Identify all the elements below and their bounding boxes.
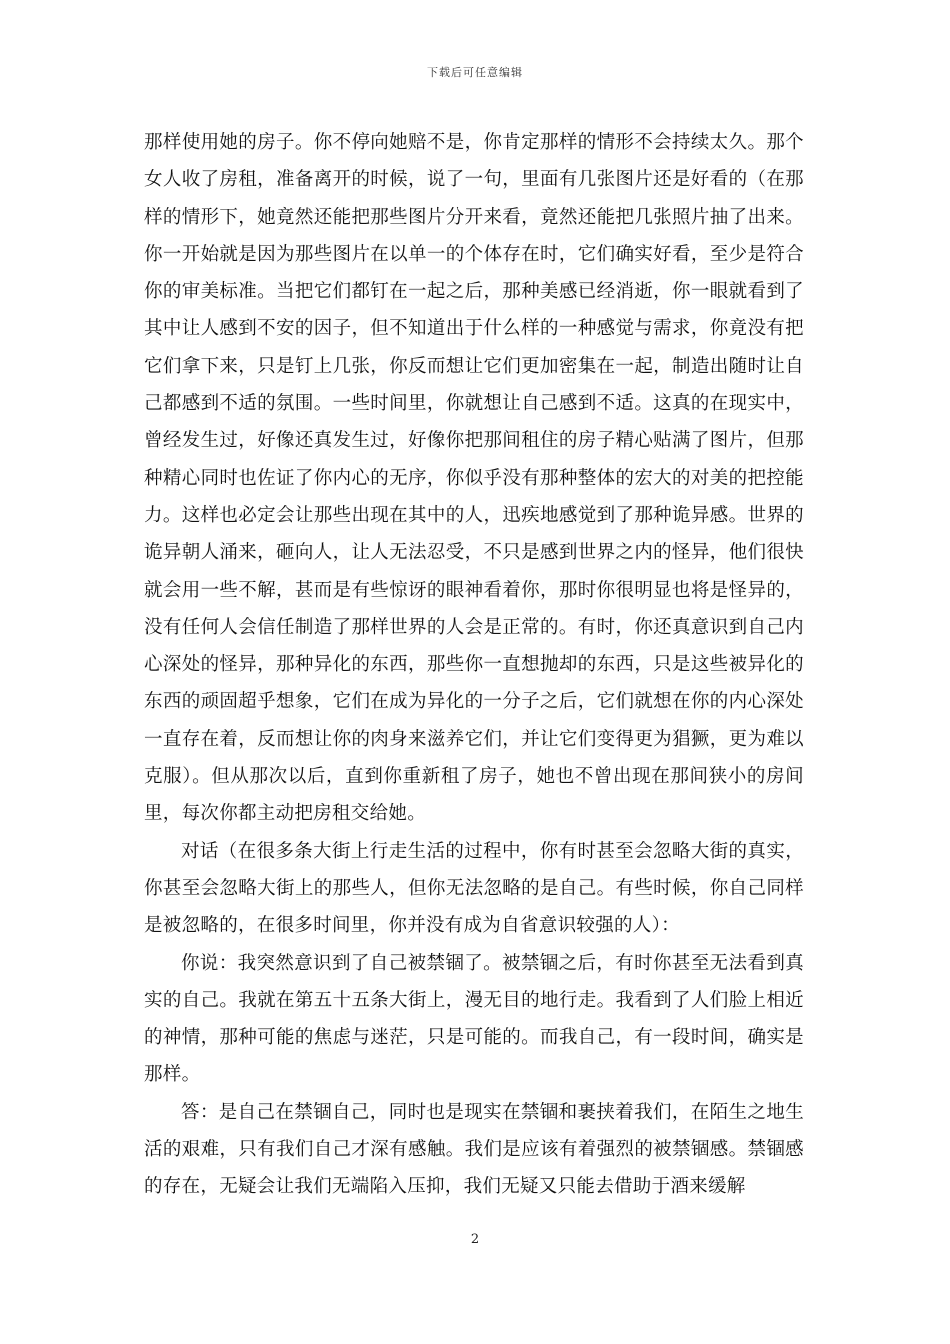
page-number: 2 xyxy=(470,1232,480,1247)
body-text xyxy=(144,124,804,1206)
paragraph-4: 答：是自己在禁锢自己，同时也是现实在禁锢和裹挟着我们，在陌生之地生活的艰难，只有我们自己才深有感触。我们是应该有着强烈的被禁锢感。禁锢感的存在，无疑会让我们无端陷入压抑，我们无疑又只能去借助于酒来缓解 xyxy=(144,1101,804,1198)
paragraph-3: 你说：我突然意识到了自己被禁锢了。被禁锢之后，有时你甚至无法看到真实的自己。我就在第五十五条大街上，漫无目的地行走。我看到了人们脸上相近的神情，那种可能的焦虑与迷茫，只是可能的。而我自己，有一段时间，确实是那样。 xyxy=(144,952,804,1086)
page-header: 下载后可任意编辑 xyxy=(427,66,523,79)
paragraph-2: 对话（在很多条大街上行走生活的过程中，你有时甚至会忽略大街的真实，你甚至会忽略大街上的那些人，但你无法忽略的是自己。有些时候，你自己同样是被忽略的，在很多时间里，你并没有成为自省意识较强的人）： xyxy=(144,840,804,937)
paragraph-1: 那样使用她的房子。你不停向她赔不是，你肯定那样的情形不会持续太久。那个女人收了房租，准备离开的时候，说了一句，里面有几张图片还是好看的（在那样的情形下，她竟然还能把那些图片分开来看，竟然还能把几张照片抽了出来。你一开始就是因为那些图片在以单一的个体存在时，它们确实好看，至少是符合你的审美标准。当把它们都钉在一起之后，那种美感已经消逝，你一眼就看到了其中让人感到不安的因子，但不知道出于什么样的一种感觉与需求，你竟没有把它们拿下来，只是钉上几张，你反而想让它们更加密集在一起，制造出随时让自己都感到不适的氛围。一些时间里，你就想让自己感到不适。这真的在现实中，曾经发生过，好像还真发生过，好像你把那间租住的房子精心贴满了图片，但那种精心同时也佐证了你内心的无序，你似乎没有那种整体的宏大的对美的把控能力。这样也必定会让那些出现在其中的人，迅疾地感觉到了那种诡异感。世界的诡异朝人涌来，砸向人，让人无法忍受，不只是感到世界之内的怪异，他们很快就会用一些不解，甚而是有些惊讶的眼神看着你，那时你很明显也将是怪异的，没有任何人会信任制造了那样世界的人会是正常的。有时，你还真意识到自己内心深处的怪异，那种异化的东西，那些你一直想抛却的东西，只是这些被异化的东西的顽固超乎想象，它们在成为异化的一分子之后，它们就想在你的内心深处一直存在着，反而想让你的肉身来滋养它们，并让它们变得更为猖獗，更为难以克服）。但从那次以后，直到你重新租了房子，她也不曾出现在那间狭小的房间里，每次你都主动把房租交给她。 xyxy=(144,132,804,825)
